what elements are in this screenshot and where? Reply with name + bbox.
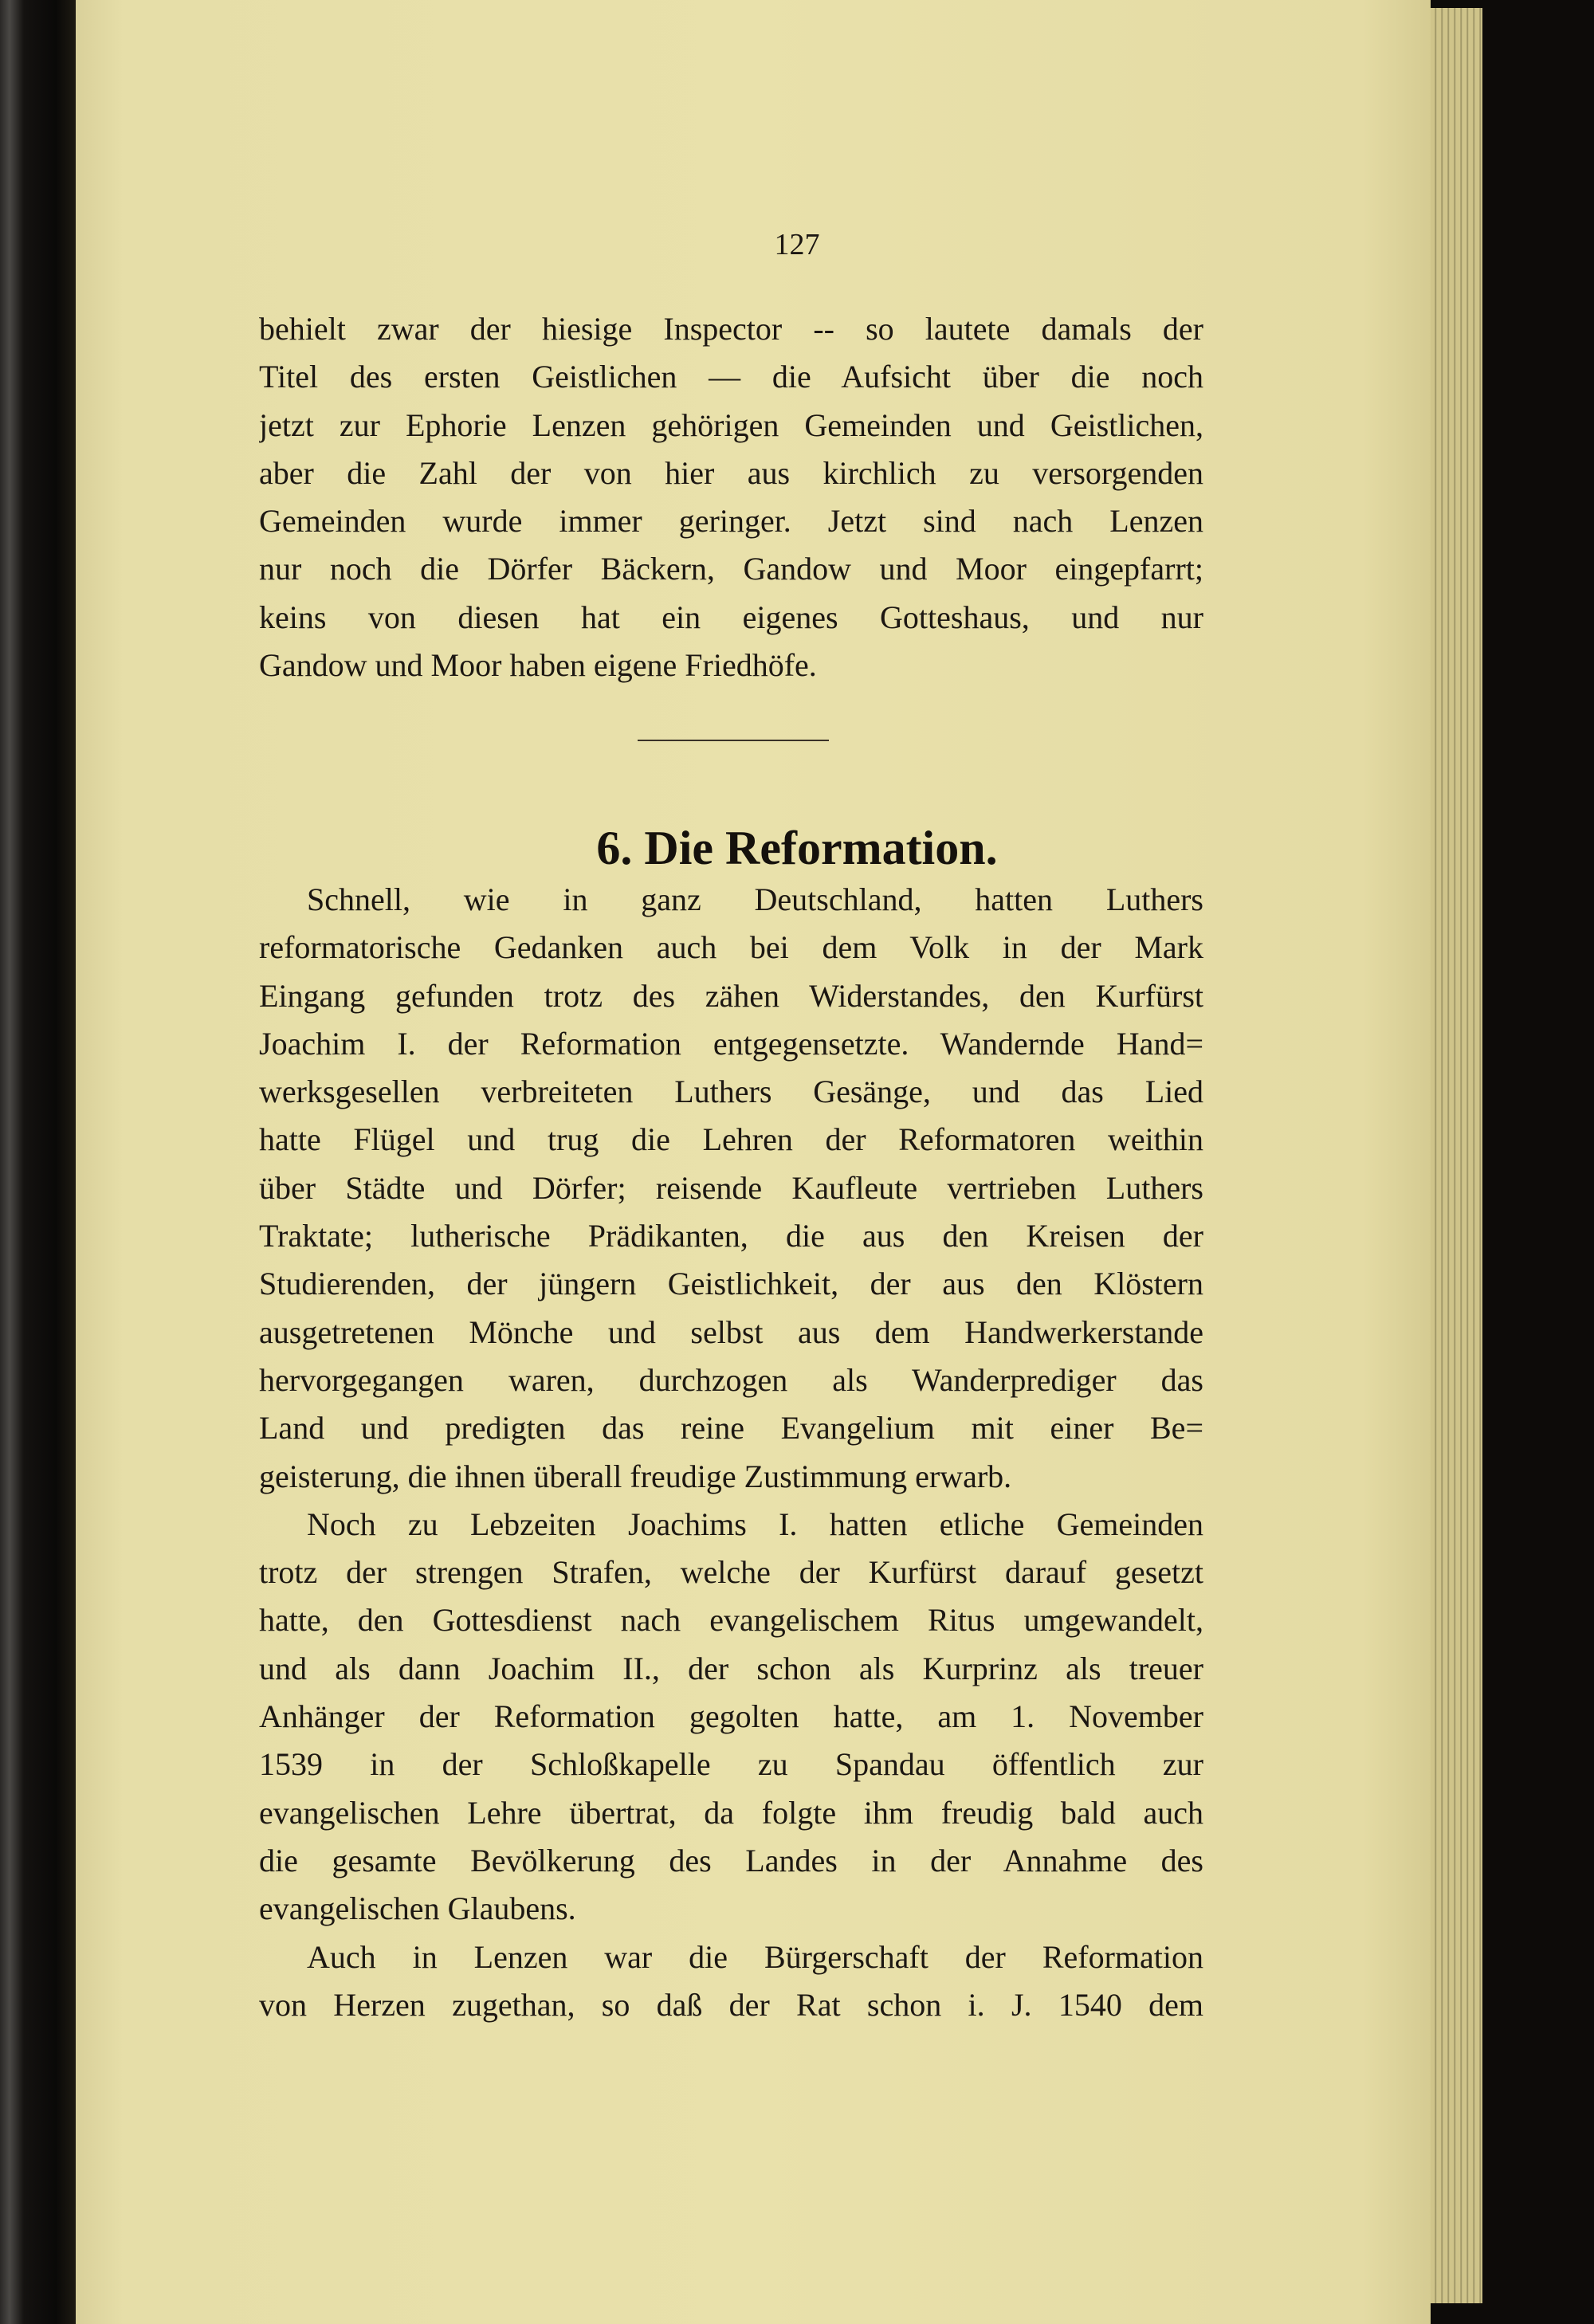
text-line: Schnell, wie in ganz Deutschland, hatten Luthers <box>307 881 1203 917</box>
text-line: werksgesellen verbreiteten Luthers Gesänge, und das Lied <box>259 1074 1203 1110</box>
text-line: hervorgegangen waren, durchzogen als Wanderprediger das <box>259 1361 1203 1398</box>
book-spine <box>0 0 76 2324</box>
text-line: Anhänger der Reformation gegolten hatte, am 1. November <box>259 1698 1203 1735</box>
text-line: trotz der strengen Strafen, welche der Kurfürst darauf gesetzt <box>259 1554 1203 1591</box>
text-line: hatte, den Gottesdienst nach evangelischem Ritus umgewandelt, <box>259 1602 1203 1639</box>
text-line: Noch zu Lebzeiten Joachims I. hatten etliche Gemeinden <box>307 1505 1203 1542</box>
text-line: hatte Flügel und trug die Lehren der Reformatoren weithin <box>259 1121 1203 1158</box>
text-line: ausgetretenen Mönche und selbst aus dem Handwerkerstande <box>259 1313 1203 1350</box>
text-line: keins von diesen hat ein eigenes Gotteshaus, und nur <box>259 599 1203 635</box>
text-line: Gandow und Moor haben eigene Friedhöfe. <box>259 647 817 684</box>
section-body <box>259 876 1203 2029</box>
text-line: die gesamte Bevölkerung des Landes in der Annahme des <box>259 1842 1203 1878</box>
text-line: Titel des ersten Geistlichen — die Aufsicht über die noch <box>259 359 1203 395</box>
text-line: 1539 in der Schloßkapelle zu Spandau öffentlich zur <box>259 1746 1203 1783</box>
paragraph-continued <box>259 305 1203 689</box>
text-line: Traktate; lutherische Prädikanten, die aus den Kreisen der <box>259 1218 1203 1254</box>
text-line: geisterung, die ihnen überall freudige Zustimmung erwarb. <box>259 1458 1012 1494</box>
text-line: Studierenden, der jüngern Geistlichkeit, der aus den Klöstern <box>259 1266 1203 1302</box>
text-line: von Herzen zugethan, so daß der Rat schon i. J. 1540 dem <box>259 1986 1203 2023</box>
text-line: reformatorische Gedanken auch bei dem Volk in der Mark <box>259 929 1203 966</box>
section-divider <box>638 740 829 741</box>
text-line: nur noch die Dörfer Bäckern, Gandow und Moor eingepfarrt; <box>259 551 1203 587</box>
text-line: Auch in Lenzen war die Bürgerschaft der Reformation <box>307 1938 1203 1975</box>
text-line: Joachim I. der Reformation entgegensetzte. Wandernde Hand= <box>259 1025 1203 1062</box>
text-line: Land und predigten das reine Evangelium mit einer Be= <box>259 1410 1203 1447</box>
text-line: und als dann Joachim II., der schon als Kurprinz als treuer <box>259 1650 1203 1686</box>
text-line: aber die Zahl der von hier aus kirchlich zu versorgenden <box>259 454 1203 491</box>
text-line: behielt zwar der hiesige Inspector -- so lautete damals der <box>259 311 1203 347</box>
text-line: evangelischen Glaubens. <box>259 1890 576 1927</box>
text-line: Gemeinden wurde immer geringer. Jetzt sind nach Lenzen <box>259 503 1203 540</box>
text-line: über Städte und Dörfer; reisende Kaufleute vertrieben Luthers <box>259 1169 1203 1206</box>
section-heading: 6. Die Reformation. <box>596 822 998 874</box>
page-number: 127 <box>774 228 820 261</box>
page-edges <box>1431 8 1482 2303</box>
text-line: evangelischen Lehre übertrat, da folgte ihm freudig bald auch <box>259 1794 1203 1831</box>
text-line: Eingang gefunden trotz des zähen Widerstandes, den Kurfürst <box>259 977 1203 1014</box>
text-line: jetzt zur Ephorie Lenzen gehörigen Gemeinden und Geistlichen, <box>259 406 1203 443</box>
